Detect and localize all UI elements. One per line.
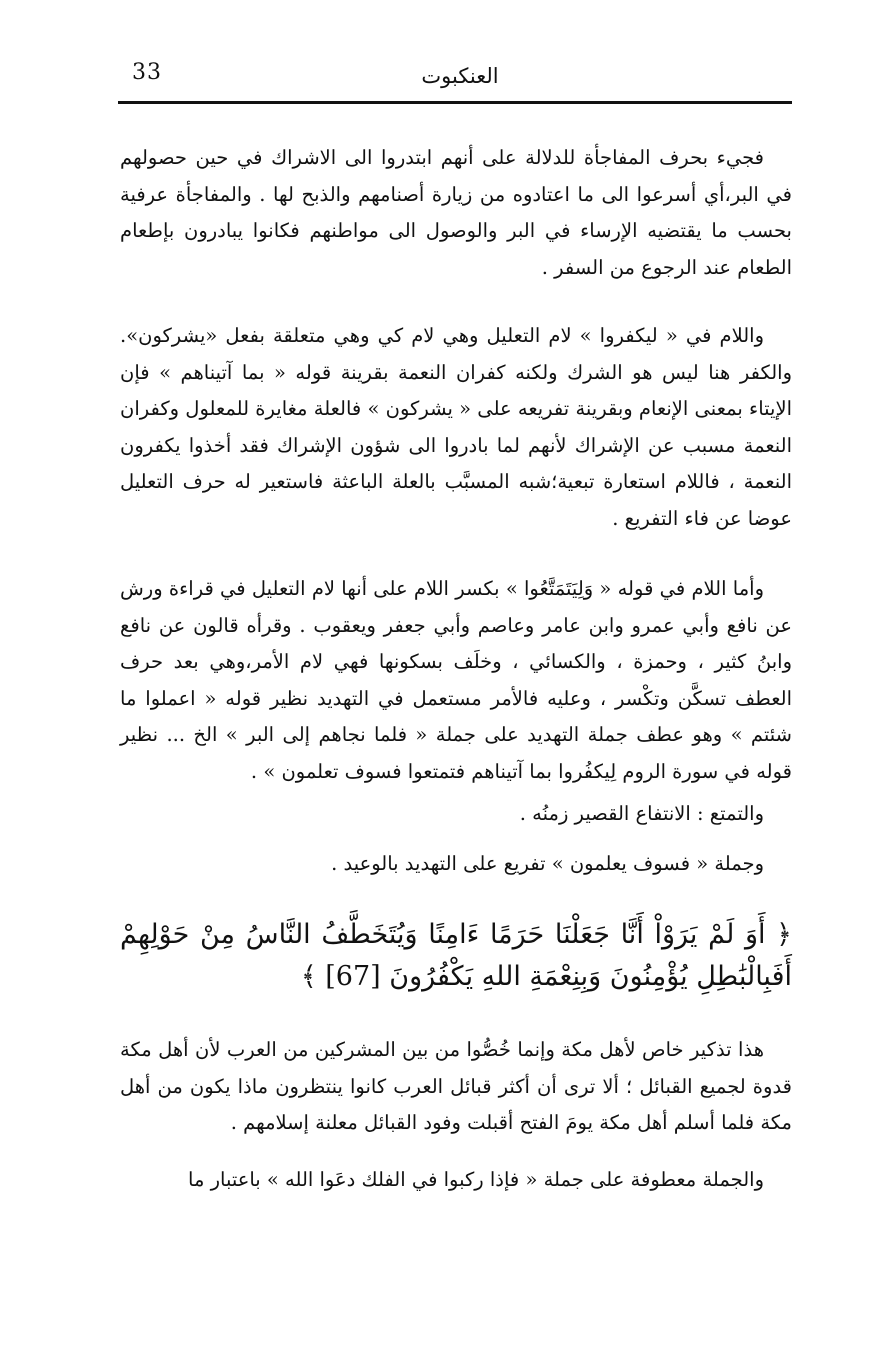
header-rule [118,101,792,104]
paragraph-1: فجيء بحرف المفاجأة للدلالة على أنهم ابتدروا الى الاشراك في حين حصولهم في البر،أي أسرعوا الى ما اعتادوه من زيارة أصنامهم والذبح لها . والمفاجأة عرفية بحسب ما يقتضيه الإرساء في البر والوصول الى مواطنهم فكانوا يبادرون بإطعام الطعام عند الرجوع من السفر . [120,146,792,279]
paragraph-6: هذا تذكير خاص لأهل مكة وإنما خُصُّوا من بين المشركين من العرب لأن أهل مكة قدوة لجميع القبائل ؛ ألا ترى أن أكثر قبائل العرب كانوا ينتظرون ماذا يكون من أهل مكة فلما أسلم أهل مكة يومَ الفتح أقبلت وفود القبائل معلنة إسلامهم . [120,1038,792,1134]
page-body [120,136,792,1198]
paragraph-3: وأما اللام في قوله « وَلِيَتَمَتَّعُوا » بكسر اللام على أنها لام التعليل في قراءة ورش عن نافع وأبي عمرو وابن عامر وعاصم وأبي جعفر ويعقوب . وقرأه قالون عن نافع وابنُ كثير ، وحمزة ، والكسائي ، وخلَف بسكونها فهي لام الأمر،وهي بعد حرف العطف تسكَّن وتكْسر ، وعليه فالأمر مستعمل في التهديد نظير قوله « اعملوا ما شئتم » وهو عطف جملة التهديد على جملة « فلما نجاهم إلى البر » الخ ... نظير قوله في سورة الروم لِيكفُروا بما آتيناهم فتمتعوا فسوف تعلمون » . [120,577,792,783]
page-number: 33 [132,60,162,85]
paragraph-5: وجملة « فسوف يعلمون » تفريع على التهديد بالوعيد . [331,851,764,875]
paragraph-2: واللام في « ليكفروا » لام التعليل وهي لام كي وهي متعلقة بفعل «يشركون». والكفر هنا ليس هو الشرك ولكنه كفران النعمة بقرينة قوله « بما آتيناهم » فإن الإيتاء بمعنى الإنعام وبقرينة تفريعه على « يشركون » فالعلة مغايرة للمعلول وكفران النعمة مسبب عن الإشراك لأنهم لما بادروا الى شؤون الإشراك فقد أخذوا يكفرون النعمة ، فاللام استعارة تبعية؛شبه المسبَّب بالعلة الباعثة فاستعير له حرف التعليل عوضا عن فاء التفريع . [120,324,792,530]
running-title: العنكبوت [421,64,499,88]
paragraph-4: والتمتع : الانتفاع القصير زمنُه . [519,802,764,825]
paragraph-7: والجملة معطوفة على جملة « فإذا ركبوا في الفلك دعَوا الله » باعتبار ما [188,1167,764,1191]
quran-verse: ﴿ أَوَ لَمْ يَرَوْاْ أَنَّا جَعَلْنَا حَرَمًا ءَامِنًا وَيُتَخَطَّفُ النَّاسُ مِنْ حَوْلِهِمْ أَفَبِالْبَٰطِلِ يُؤْمِنُونَ وَبِنِعْمَةِ اللهِ يَكْفُرُونَ [67] ﴾ [120,919,792,992]
